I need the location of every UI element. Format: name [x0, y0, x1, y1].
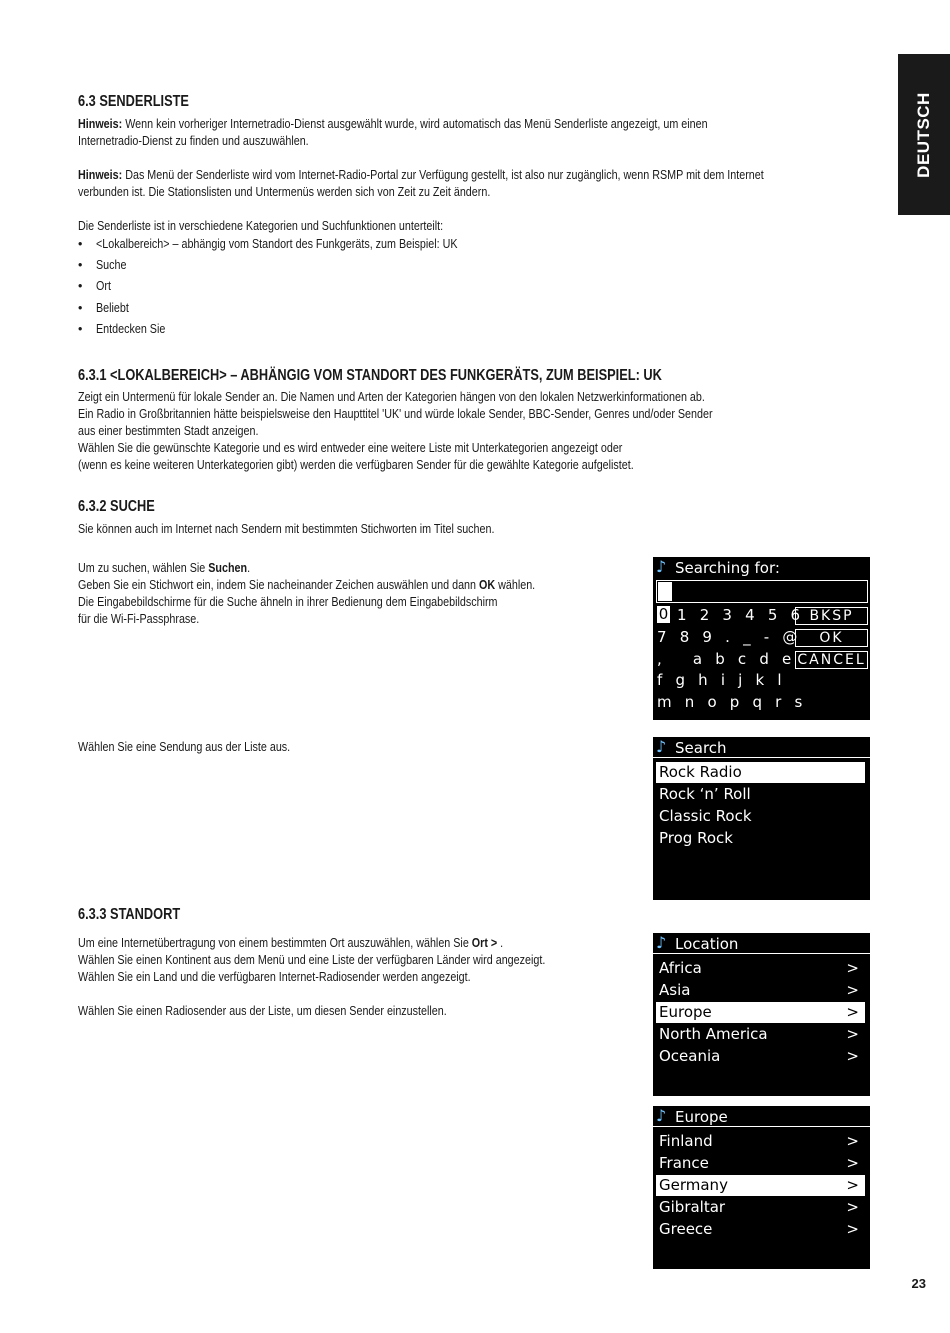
country-item[interactable] — [656, 1153, 865, 1174]
chevron-right-icon: > — [846, 1132, 859, 1150]
text: Geben Sie ein Stichwort ein, indem Sie nacheinander Zeichen auswählen und dann — [78, 578, 480, 592]
result-item[interactable] — [656, 828, 865, 849]
item-label: Greece — [659, 1220, 713, 1238]
section-heading-6-3-1: 6.3.1 <LOKALBEREICH> – ABHÄNGIG VOM STANDORT DES FUNKGERÄTS, ZUM BEISPIEL: UK — [78, 367, 662, 384]
item-label: Oceania — [659, 1047, 721, 1065]
section-heading-6-3: 6.3 SENDERLISTE — [78, 93, 189, 110]
search-step-4: für die Wi-Fi-Passphrase. — [78, 612, 200, 626]
keyboard-row-3[interactable]: , a b c d e — [657, 650, 796, 668]
screen-header — [653, 557, 870, 578]
backspace-button[interactable]: BKSP — [795, 607, 868, 625]
list-item: Beliebt — [96, 301, 129, 315]
chevron-right-icon: > — [846, 981, 859, 999]
note-label: Hinweis: — [78, 117, 123, 131]
note-text: Das Menü der Senderliste wird vom Internet-Radio-Portal zur Verfügung gestellt, ist also nur zugänglich, wenn RSMP mit dem Internet — [122, 168, 764, 182]
item-label: Prog Rock — [659, 829, 733, 847]
country-item[interactable] — [656, 1131, 865, 1152]
keyboard-selected-key[interactable]: 0 — [658, 605, 669, 623]
language-tab — [898, 54, 950, 215]
keyboard-row-2[interactable]: 7 8 9 . _ - @ — [657, 628, 802, 646]
music-note-icon: ♪ — [656, 933, 667, 952]
location-line-3: Wählen Sie ein Land und die verfügbaren Internet-Radiosender werden angezeigt. — [78, 970, 471, 984]
country-item[interactable] — [656, 1197, 865, 1218]
chevron-right-icon: > — [846, 959, 859, 977]
country-item[interactable] — [656, 1219, 865, 1240]
item-label: France — [659, 1154, 709, 1172]
list-item: Entdecken Sie — [96, 322, 166, 336]
bullet-dot: • — [78, 279, 83, 293]
item-label: Gibraltar — [659, 1198, 726, 1216]
location-line-2: Wählen Sie einen Kontinent aus dem Menü und eine Liste der verfügbaren Länder wird angezeigt. — [78, 953, 546, 967]
note-2-line-1 — [78, 167, 764, 184]
item-label: Classic Rock — [659, 807, 752, 825]
location-item[interactable] — [656, 980, 865, 1001]
emphasis: Ort > — [471, 936, 498, 950]
item-label: Africa — [659, 959, 702, 977]
cancel-button[interactable]: CANCEL — [795, 651, 868, 669]
text: Um zu suchen, wählen Sie — [78, 561, 209, 575]
location-line-1 — [78, 935, 503, 952]
text: wählen. — [495, 578, 536, 592]
screen-title: Searching for: — [675, 559, 780, 577]
paragraph-line: Sie können auch im Internet nach Sendern mit bestimmten Stichworten im Titel suchen. — [78, 522, 495, 536]
screen-title: Search — [675, 739, 727, 757]
note-text: Wenn kein vorheriger Internetradio-Dienst ausgewählt wurde, wird automatisch das Menü Senderliste angezeigt, um einen — [122, 117, 708, 131]
paragraph-line: Ein Radio in Großbritannien hätte beispielsweise den Haupttitel 'UK' und würde lokale Sender, BBC-Sender, Genres und/oder Sender — [78, 407, 713, 421]
item-label: Germany — [659, 1176, 728, 1194]
search-step-1 — [78, 560, 250, 577]
keyboard-row-1[interactable]: 1 2 3 4 5 6 — [677, 606, 805, 624]
section-heading-6-3-2: 6.3.2 SUCHE — [78, 498, 155, 515]
location-line-4: Wählen Sie einen Radiosender aus der Liste, um diesen Sender einzustellen. — [78, 1004, 447, 1018]
list-item: Suche — [96, 258, 127, 272]
bullet-dot: • — [78, 237, 83, 251]
music-note-icon: ♪ — [656, 557, 667, 576]
location-item[interactable] — [656, 958, 865, 979]
screen-title: Europe — [675, 1108, 728, 1126]
text: Um eine Internetübertragung von einem bestimmten Ort auszuwählen, wählen Sie — [78, 936, 472, 950]
note-label: Hinweis: — [78, 168, 123, 182]
text: . — [497, 936, 504, 950]
ok-button[interactable]: OK — [795, 629, 868, 647]
search-input[interactable] — [656, 580, 868, 603]
screen-search-results — [653, 737, 870, 900]
item-label: Asia — [659, 981, 691, 999]
screen-header — [653, 933, 870, 954]
text: . — [247, 561, 251, 575]
chevron-right-icon: > — [846, 1003, 859, 1021]
paragraph-line: (wenn es keine weiteren Unterkategorien gibt) werden die verfügbaren Sender für die gewählte Kategorie aufgelistet. — [78, 458, 634, 472]
list-intro: Die Senderliste ist in verschiedene Kategorien und Suchfunktionen unterteilt: — [78, 219, 444, 233]
screen-header — [653, 1106, 870, 1127]
paragraph-line: Wählen Sie die gewünschte Kategorie und es wird entweder eine weitere Liste mit Unterkategorien angezeigt oder — [78, 441, 623, 455]
screen-location — [653, 933, 870, 1096]
search-step-2 — [78, 577, 535, 594]
emphasis: OK — [479, 578, 496, 592]
item-label: Europe — [659, 1003, 712, 1021]
chevron-right-icon: > — [846, 1198, 859, 1216]
item-label: North America — [659, 1025, 768, 1043]
result-item[interactable] — [656, 784, 865, 805]
note-1-line-1 — [78, 116, 708, 133]
chevron-right-icon: > — [846, 1047, 859, 1065]
list-item: <Lokalbereich> – abhängig vom Standort des Funkgeräts, zum Beispiel: UK — [96, 237, 458, 251]
search-step-5: Wählen Sie eine Sendung aus der Liste aus. — [78, 740, 291, 754]
keyboard-row-4[interactable]: f g h i j k l — [657, 671, 786, 689]
chevron-right-icon: > — [846, 1220, 859, 1238]
paragraph-line: Zeigt ein Untermenü für lokale Sender an. Die Namen und Arten der Kategorien hängen von den lokalen Netzwerkinformationen ab. — [78, 390, 705, 404]
item-label: Rock Radio — [659, 763, 742, 781]
location-item[interactable] — [656, 1046, 865, 1067]
music-note-icon: ♪ — [656, 1106, 667, 1125]
paragraph-line: aus einer bestimmten Stadt anzeigen. — [78, 424, 259, 438]
search-step-3: Die Eingabebildschirme für die Suche ähneln in ihrer Bedienung dem Eingabebildschirm — [78, 595, 498, 609]
item-label: Finland — [659, 1132, 713, 1150]
chevron-right-icon: > — [846, 1025, 859, 1043]
list-item: Ort — [96, 279, 111, 293]
result-item-selected[interactable] — [656, 762, 865, 783]
emphasis: Suchen — [208, 561, 248, 575]
item-label: Rock ‘n’ Roll — [659, 785, 751, 803]
music-note-icon: ♪ — [656, 737, 667, 756]
screen-header — [653, 737, 870, 758]
page-number: 23 — [911, 1276, 926, 1291]
chevron-right-icon: > — [846, 1176, 859, 1194]
result-item[interactable] — [656, 806, 865, 827]
note-2-line-2: verbunden ist. Die Stationslisten und Untermenüs werden sich von Zeit zu Zeit ändern. — [78, 185, 491, 199]
note-1-line-2: Internetradio-Dienst zu finden und auszuwählen. — [78, 134, 309, 148]
screen-europe — [653, 1106, 870, 1269]
bullet-dot: • — [78, 301, 83, 315]
screen-search-input — [653, 557, 870, 720]
keyboard-row-5[interactable]: m n o p q r s — [657, 693, 807, 711]
section-heading-6-3-3: 6.3.3 STANDORT — [78, 906, 181, 923]
chevron-right-icon: > — [846, 1154, 859, 1172]
country-item-selected[interactable] — [656, 1175, 865, 1196]
language-tab-label: DEUTSCH — [914, 91, 933, 178]
input-cursor — [658, 582, 672, 601]
bullet-dot: • — [78, 258, 83, 272]
location-item[interactable] — [656, 1024, 865, 1045]
location-item-selected[interactable] — [656, 1002, 865, 1023]
bullet-dot: • — [78, 322, 83, 336]
screen-title: Location — [675, 935, 739, 953]
